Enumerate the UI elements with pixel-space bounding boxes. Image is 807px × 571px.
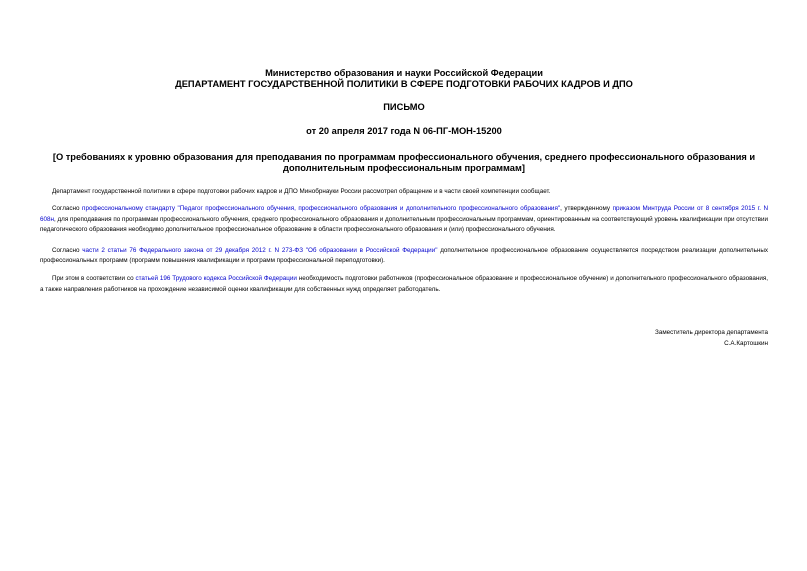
letter-type: ПИСЬМО [383, 102, 425, 112]
p2-text-middle: , утвержденному [560, 205, 613, 213]
subject-line-2: дополнительным профессиональным программам] [283, 162, 525, 173]
p2-text-end: , для преподавания по программам профессионального обучения, среднего профессионального образования и дополнительным профессиональным программам, ориентированным на соответствующий уровень квалификации при отсутствии педагогического образования необходимо дополнительное профессиональное образование в области профессионального образования и (или) профессионального обучения. [40, 215, 768, 234]
p3-text-start: Согласно [52, 246, 83, 254]
p4-text-start: При этом в соответствии со [52, 275, 136, 283]
signature-name: С.А.Картошкин [724, 339, 768, 347]
subject-line-1: [О требованиях к уровню образования для преподавания по программам профессионального обучения, среднего профессионального образования и [52, 152, 756, 162]
department-name: ДЕПАРТАМЕНТ ГОСУДАРСТВЕННОЙ ПОЛИТИКИ В СФЕРЕ ПОДГОТОВКИ РАБОЧИХ КАДРОВ И ДПО [175, 78, 633, 89]
paragraph-intro: Департамент государственной политики в сфере подготовки рабочих кадров и ДПО Минобрнауки России рассмотрел обращение и в части своей компетенции сообщает. [52, 188, 551, 195]
document-page [40, 0, 768, 349]
signature-block [40, 328, 768, 349]
p2-text-start: Согласно [52, 205, 83, 213]
p3-text-end: дополнительное профессиональное образование осуществляется посредством реализации дополнительных профессиональных программ (программ повышения квалификации и программ профессиональной переподготовки). [40, 246, 769, 265]
ministry-name: Министерство образования и науки Российской Федерации [265, 68, 543, 78]
professional-standard-link[interactable]: профессиональному стандарту "Педагог профессионального обучения, профессионального образования и дополнительного профессионального образования" [82, 205, 561, 213]
paragraph-federal-law [40, 246, 768, 267]
paragraph-professional-standard [40, 204, 768, 235]
letter-number: от 20 апреля 2017 года N 06-ПГ-МОН-15200 [306, 125, 502, 136]
mintrud-order-link[interactable]: приказом Минтруда России от 8 сентября 2015 г. N 608н [40, 205, 769, 223]
paragraph-labor-code [40, 274, 768, 295]
labor-code-link[interactable]: статьей 196 Трудового кодекса Российской Федерации [135, 275, 297, 283]
letter-subject [40, 152, 768, 173]
federal-law-link[interactable]: части 2 статьи 76 Федерального закона от 29 декабря 2012 г. N 273-ФЗ "Об образовании в Российской Федерации" [82, 246, 438, 254]
p4-text-end: необходимость подготовки работников (профессиональное образование и профессиональное обучение) и дополнительного профессионального образования, а также направления работников на прохождение независимой оценки квалификации для собственных нужд определяет работодатель. [40, 275, 768, 293]
signature-position: Заместитель директора департамента [655, 329, 768, 337]
